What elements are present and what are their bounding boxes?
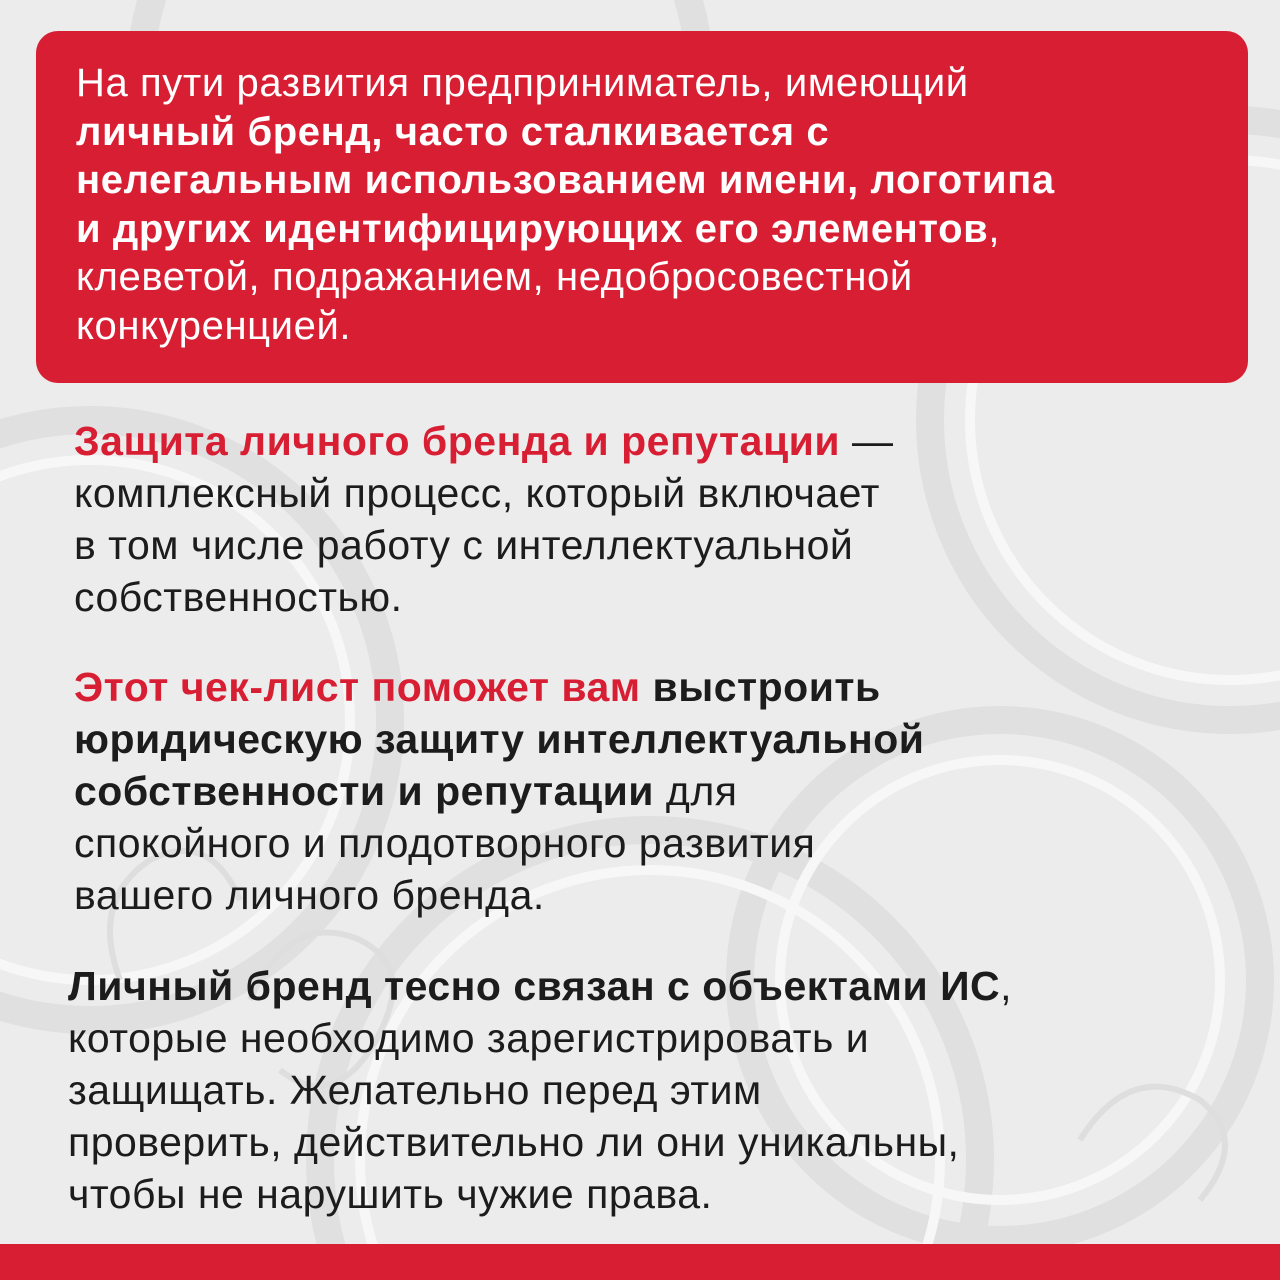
ip-objects-paragraph [68,960,1228,1220]
intro-callout [36,31,1248,383]
paragraph-line: вашего личного бренда. [74,872,545,918]
bold-text: юридическую защиту интеллектуальной [74,716,925,762]
bold-text: выстроить [640,664,881,710]
dash: — [840,418,894,464]
brand-protection-heading: Защита личного бренда и репутации [74,418,841,464]
intro-comma: , [988,206,1001,251]
intro-line: клеветой, подражанием, недобросовестной [76,255,913,299]
paragraph-line: которые необходимо зарегистрировать и [68,1015,870,1061]
paragraph-line: чтобы не нарушить чужие права. [68,1171,713,1217]
bold-text: собственности и репутации [74,768,654,814]
paragraph-line: спокойного и плодотворного развития [74,820,816,866]
paragraph-line: комплексный процесс, который включает [74,470,880,516]
checklist-heading: Этот чек-лист поможет вам [74,664,641,710]
paragraph-line: защищать. Желательно перед этим [68,1067,762,1113]
intro-bold-line: личный бренд, часто сталкивается с [76,109,830,154]
intro-bold-line: и других идентифицирующих его элементов [76,206,989,251]
comma: , [1000,963,1013,1009]
intro-bold-line: нелегальным использованием имени, логотипа [76,158,1055,202]
intro-line: конкуренцией. [76,303,352,348]
ip-objects-heading: Личный бренд тесно связан с объектами ИС [68,963,1001,1009]
intro-text [76,59,1226,350]
brand-protection-paragraph [74,415,1234,623]
checklist-paragraph [74,661,1234,921]
bottom-accent-bar [0,1244,1280,1280]
paragraph-line: собственностью. [74,574,403,620]
paragraph-text: для [654,768,738,814]
intro-line: На пути развития предприниматель, имеющий [76,61,969,105]
paragraph-line: в том числе работу с интеллектуальной [74,522,854,568]
paragraph-line: проверить, действительно ли они уникальны, [68,1119,960,1165]
